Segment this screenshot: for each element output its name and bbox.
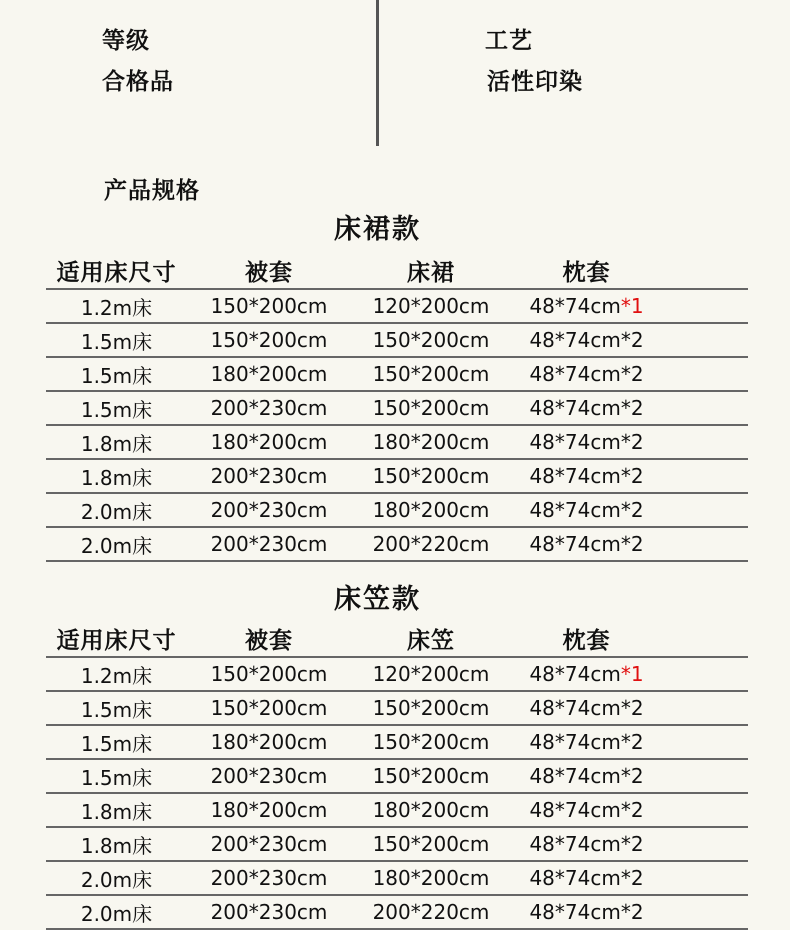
header-bed-size: 适用床尺寸 (46, 252, 187, 289)
cell-bed-size: 2.0m床 (46, 493, 187, 527)
pillowcase-size: 48*74cm (529, 866, 621, 890)
cell-item: 150*200cm (351, 725, 511, 759)
cell-item: 180*200cm (351, 493, 511, 527)
cell-pillowcase (511, 527, 662, 561)
pillowcase-qty: *2 (620, 730, 644, 754)
cell-item: 150*200cm (351, 323, 511, 357)
table-row (46, 289, 748, 323)
pillowcase-size: 48*74cm (529, 900, 621, 924)
cell-duvet: 180*200cm (187, 793, 351, 827)
cell-item: 150*200cm (351, 357, 511, 391)
cell-duvet: 200*230cm (187, 861, 351, 895)
cell-pillowcase (511, 425, 662, 459)
table-row (46, 425, 748, 459)
cell-duvet: 180*200cm (187, 725, 351, 759)
table-row (46, 827, 748, 861)
cell-item: 150*200cm (351, 459, 511, 493)
pillowcase-size: 48*74cm (529, 464, 621, 488)
table-row (46, 527, 748, 561)
craft-value: 活性印染 (487, 69, 583, 95)
cell-spacer (662, 459, 748, 493)
cell-bed-size: 1.5m床 (46, 357, 187, 391)
cell-bed-size: 1.5m床 (46, 323, 187, 357)
pillowcase-size: 48*74cm (529, 730, 621, 754)
header-duvet: 被套 (187, 252, 351, 289)
cell-bed-size: 1.8m床 (46, 793, 187, 827)
cell-spacer (662, 425, 748, 459)
cell-pillowcase (511, 793, 662, 827)
pillowcase-qty: *2 (620, 532, 644, 556)
cell-pillowcase (511, 323, 662, 357)
cell-spacer (662, 391, 748, 425)
cell-bed-size: 1.8m床 (46, 827, 187, 861)
cell-pillowcase (511, 691, 662, 725)
cell-duvet: 200*230cm (187, 895, 351, 929)
cell-bed-size: 1.5m床 (46, 691, 187, 725)
pillowcase-size: 48*74cm (529, 764, 621, 788)
table-row (46, 323, 748, 357)
cell-item: 120*200cm (351, 657, 511, 691)
table-row (46, 793, 748, 827)
grade-label: 等级 (102, 28, 150, 54)
pillowcase-qty: *2 (620, 696, 644, 720)
pillowcase-size: 48*74cm (529, 696, 621, 720)
pillowcase-qty: *2 (620, 362, 644, 386)
cell-spacer (662, 323, 748, 357)
pillowcase-size: 48*74cm (529, 328, 621, 352)
cell-spacer (662, 357, 748, 391)
pillowcase-size: 48*74cm (529, 430, 621, 454)
pillowcase-size: 48*74cm (529, 532, 621, 556)
cell-bed-size: 1.5m床 (46, 725, 187, 759)
table-row (46, 657, 748, 691)
cell-duvet: 200*230cm (187, 827, 351, 861)
cell-bed-size: 2.0m床 (46, 895, 187, 929)
cell-spacer (662, 895, 748, 929)
cell-spacer (662, 527, 748, 561)
cell-bed-size: 1.5m床 (46, 391, 187, 425)
table-header-row (46, 620, 748, 657)
cell-duvet: 150*200cm (187, 657, 351, 691)
pillowcase-size: 48*74cm (529, 498, 621, 522)
pillowcase-qty: *2 (620, 900, 644, 924)
spec-table-skirt (46, 252, 748, 562)
table-row (46, 895, 748, 929)
cell-pillowcase (511, 725, 662, 759)
cell-spacer (662, 493, 748, 527)
cell-bed-size: 1.5m床 (46, 759, 187, 793)
table-row (46, 725, 748, 759)
cell-pillowcase (511, 357, 662, 391)
pillowcase-size: 48*74cm (529, 294, 621, 318)
column-divider (376, 0, 379, 146)
cell-pillowcase (511, 657, 662, 691)
header-spacer (662, 620, 748, 657)
cell-spacer (662, 793, 748, 827)
table-title-skirt: 床裙款 (334, 214, 421, 245)
table-row (46, 459, 748, 493)
pillowcase-qty: *2 (620, 464, 644, 488)
cell-item: 180*200cm (351, 425, 511, 459)
cell-duvet: 200*230cm (187, 459, 351, 493)
table-row (46, 357, 748, 391)
cell-item: 180*200cm (351, 861, 511, 895)
cell-duvet: 200*230cm (187, 527, 351, 561)
craft-label: 工艺 (485, 28, 533, 54)
pillowcase-size: 48*74cm (529, 832, 621, 856)
table-row (46, 759, 748, 793)
cell-spacer (662, 289, 748, 323)
cell-item: 150*200cm (351, 691, 511, 725)
table-header-row (46, 252, 748, 289)
cell-pillowcase (511, 895, 662, 929)
grade-value: 合格品 (102, 69, 174, 95)
cell-pillowcase (511, 759, 662, 793)
table-row (46, 691, 748, 725)
cell-item: 150*200cm (351, 827, 511, 861)
cell-duvet: 200*230cm (187, 759, 351, 793)
cell-item: 200*220cm (351, 527, 511, 561)
pillowcase-qty: *2 (620, 498, 644, 522)
cell-item: 150*200cm (351, 759, 511, 793)
header-bed-skirt: 床裙 (351, 252, 511, 289)
cell-duvet: 180*200cm (187, 425, 351, 459)
cell-pillowcase (511, 493, 662, 527)
cell-spacer (662, 759, 748, 793)
cell-spacer (662, 827, 748, 861)
header-pillowcase: 枕套 (511, 252, 662, 289)
header-fitted-sheet: 床笠 (351, 620, 511, 657)
pillowcase-size: 48*74cm (529, 798, 621, 822)
cell-pillowcase (511, 289, 662, 323)
pillowcase-qty: *1 (620, 662, 644, 686)
spec-heading: 产品规格 (104, 178, 200, 204)
table-title-fitted: 床笠款 (334, 584, 421, 615)
cell-pillowcase (511, 459, 662, 493)
pillowcase-size: 48*74cm (529, 396, 621, 420)
cell-spacer (662, 657, 748, 691)
cell-spacer (662, 725, 748, 759)
pillowcase-qty: *2 (620, 328, 644, 352)
cell-duvet: 150*200cm (187, 691, 351, 725)
cell-pillowcase (511, 391, 662, 425)
cell-spacer (662, 861, 748, 895)
cell-spacer (662, 691, 748, 725)
cell-bed-size: 2.0m床 (46, 527, 187, 561)
cell-pillowcase (511, 861, 662, 895)
cell-pillowcase (511, 827, 662, 861)
pillowcase-qty: *1 (620, 294, 644, 318)
header-bed-size: 适用床尺寸 (46, 620, 187, 657)
pillowcase-size: 48*74cm (529, 362, 621, 386)
pillowcase-size: 48*74cm (529, 662, 621, 686)
header-spacer (662, 252, 748, 289)
header-duvet: 被套 (187, 620, 351, 657)
cell-bed-size: 1.2m床 (46, 289, 187, 323)
pillowcase-qty: *2 (620, 396, 644, 420)
cell-item: 200*220cm (351, 895, 511, 929)
cell-item: 120*200cm (351, 289, 511, 323)
spec-table-fitted (46, 620, 748, 930)
cell-duvet: 150*200cm (187, 289, 351, 323)
cell-bed-size: 1.8m床 (46, 459, 187, 493)
table-row (46, 391, 748, 425)
table-row (46, 861, 748, 895)
cell-item: 180*200cm (351, 793, 511, 827)
cell-duvet: 180*200cm (187, 357, 351, 391)
cell-bed-size: 1.2m床 (46, 657, 187, 691)
table-row (46, 493, 748, 527)
pillowcase-qty: *2 (620, 866, 644, 890)
cell-item: 150*200cm (351, 391, 511, 425)
header-pillowcase: 枕套 (511, 620, 662, 657)
cell-bed-size: 1.8m床 (46, 425, 187, 459)
cell-duvet: 200*230cm (187, 391, 351, 425)
cell-duvet: 150*200cm (187, 323, 351, 357)
cell-duvet: 200*230cm (187, 493, 351, 527)
cell-bed-size: 2.0m床 (46, 861, 187, 895)
pillowcase-qty: *2 (620, 798, 644, 822)
pillowcase-qty: *2 (620, 430, 644, 454)
pillowcase-qty: *2 (620, 764, 644, 788)
pillowcase-qty: *2 (620, 832, 644, 856)
